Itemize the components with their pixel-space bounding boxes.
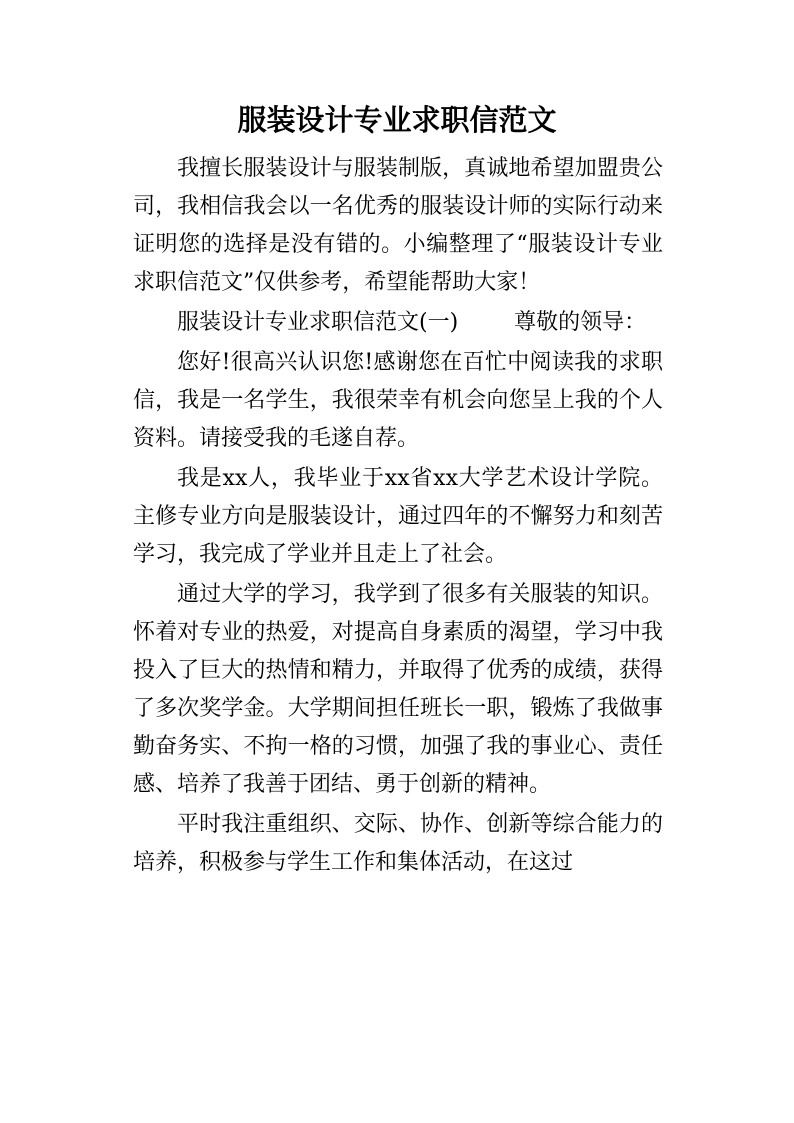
document-body: [133, 150, 663, 884]
salutation: 尊敬的领导：: [514, 310, 647, 335]
section-heading-line: [133, 304, 663, 342]
body-paragraph: 平时我注重组织、交际、协作、创新等综合能力的培养，积极参与学生工作和集体活动，在这过: [133, 812, 663, 875]
body-paragraph: 通过大学的学习，我学到了很多有关服装的知识。怀着对专业的热爱，对提高自身素质的渴望，学习中我投入了巨大的热情和精力，并取得了优秀的成绩，获得了多次奖学金。大学期间担任班长一职，锻炼了我做事勤奋务实、不拘一格的习惯，加强了我的事业心、责任感、培养了我善于团结、勇于创新的精神。: [133, 582, 663, 797]
intro-paragraph: 我擅长服装设计与服装制版，真诚地希望加盟贵公司，我相信我会以一名优秀的服装设计师的实际行动来证明您的选择是没有错的。小编整理了“服装设计专业求职信范文”仅供参考，希望能帮助大家！: [133, 156, 663, 295]
section-heading: 服装设计专业求职信范文(一): [177, 310, 459, 335]
body-paragraph: 您好!很高兴认识您!感谢您在百忙中阅读我的求职信，我是一名学生，我很荣幸有机会向您呈上我的个人资料。请接受我的毛遂自荐。: [133, 350, 663, 451]
body-paragraph: 我是xx人，我毕业于xx省xx大学艺术设计学院。主修专业方向是服装设计，通过四年的不懈努力和刻苦学习，我完成了学业并且走上了社会。: [133, 466, 663, 567]
document-title: 服装设计专业求职信范文: [237, 103, 557, 137]
